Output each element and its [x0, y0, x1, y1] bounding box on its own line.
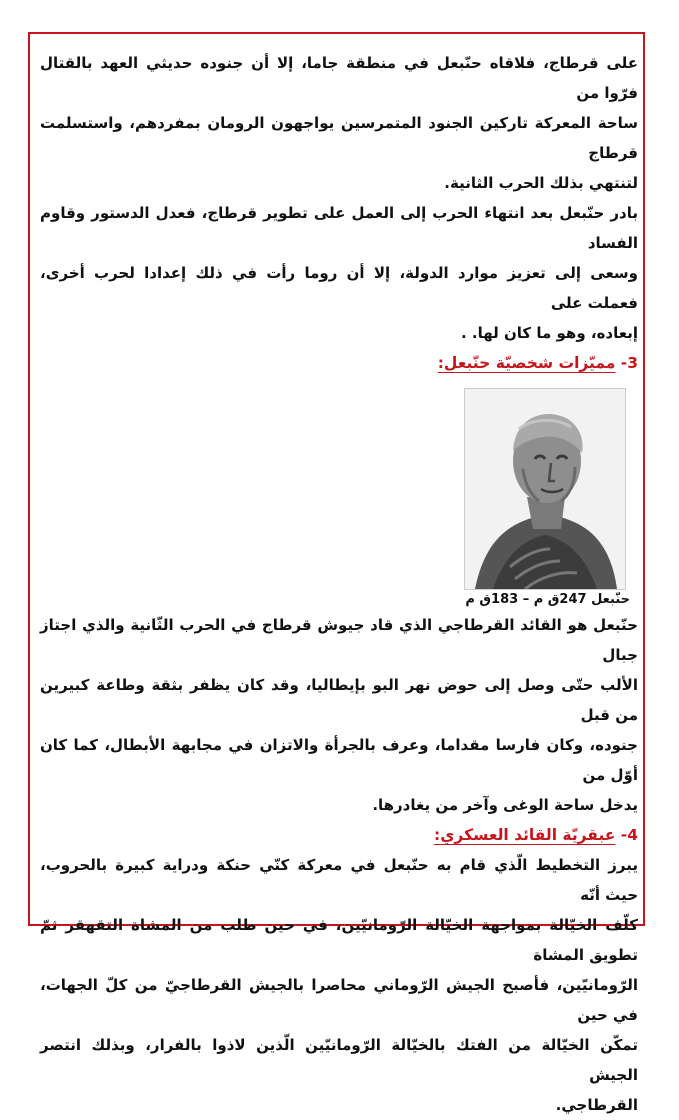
text-line: حنّبعل هو القائد القرطاجي الذي قاد جيوش قرطاج في الحرب الثّانية والذي اجتاز جبال: [40, 616, 638, 664]
section-title: عبقريّة القائد العسكري:: [434, 826, 616, 844]
text-line: يدخل ساحة الوغى وآخر من يغادرها.: [372, 796, 638, 814]
text-line: بادر حنّبعل بعد انتهاء الحرب إلى العمل على تطوير قرطاج، فعدل الدستور وقاوم الفساد: [40, 204, 638, 252]
text-line: إبعاده، وهو ما كان لها. .: [460, 324, 638, 342]
portrait-caption: حنّبعل 247ق م – 183ق م: [465, 592, 630, 607]
text-line: الرّومانيّين، فأصبح الجيش الرّوماني محاصرا بالجيش القرطاجيّ من كلّ الجهات، في حين: [40, 976, 638, 1024]
text-line: ساحة المعركة تاركين الجنود المتمرسين يواجهون الرومان بمفردهم، واستسلمت قرطاج: [40, 114, 638, 162]
text-line: لتنتهي بذلك الحرب الثانية.: [444, 174, 638, 192]
section-4-body: [40, 850, 638, 1120]
text-line: القرطاجي.: [555, 1096, 638, 1114]
text-line: يبرز التخطيط الّذي قام به حنّبعل في معركة كنّي حنكة ودراية كبيرة بالحروب، حيث أنّه: [40, 856, 638, 904]
section-title: مميّزات شخصيّة حنّبعل:: [437, 354, 616, 372]
section-number: 3-: [620, 354, 638, 372]
section-3-heading: [40, 348, 638, 378]
hannibal-bust-image: [464, 388, 626, 590]
text-line: الألب حتّى وصل إلى حوض نهر البو بإيطاليا، وقد كان يظفر بثقة وطاعة كبيرين من قبل: [40, 676, 638, 724]
bust-illustration: [465, 389, 625, 589]
text-line: وسعى إلى تعزيز موارد الدولة، إلا أن روما رأت في ذلك إعدادا لحرب أخرى، فعملت على: [40, 264, 638, 312]
text-line: على قرطاج، فلاقاه حنّبعل في منطقة جاما، إلا أن جنوده حديثي العهد بالقتال فرّوا من: [40, 54, 638, 102]
document-page: [40, 48, 638, 1120]
portrait-figure: [40, 378, 638, 610]
section-4-heading: [40, 820, 638, 850]
intro-section: [40, 48, 638, 348]
section-number: 4-: [620, 826, 638, 844]
text-line: كلّف الخيّالة بمواجهة الخيّالة الرّومانيّين، في حين طلب من المشاة التقهقر ثمّ تطويق المشاة: [40, 916, 638, 964]
section-3-body: [40, 610, 638, 820]
text-line: جنوده، وكان فارسا مقداما، وعرف بالجرأة والاتزان في مجابهة الأبطال، كما كان أوّل من: [40, 736, 638, 784]
text-line: تمكّن الخيّالة من الفتك بالخيّالة الرّومانيّين الّذين لاذوا بالفرار، وبذلك انتصر الجيش: [40, 1036, 638, 1084]
